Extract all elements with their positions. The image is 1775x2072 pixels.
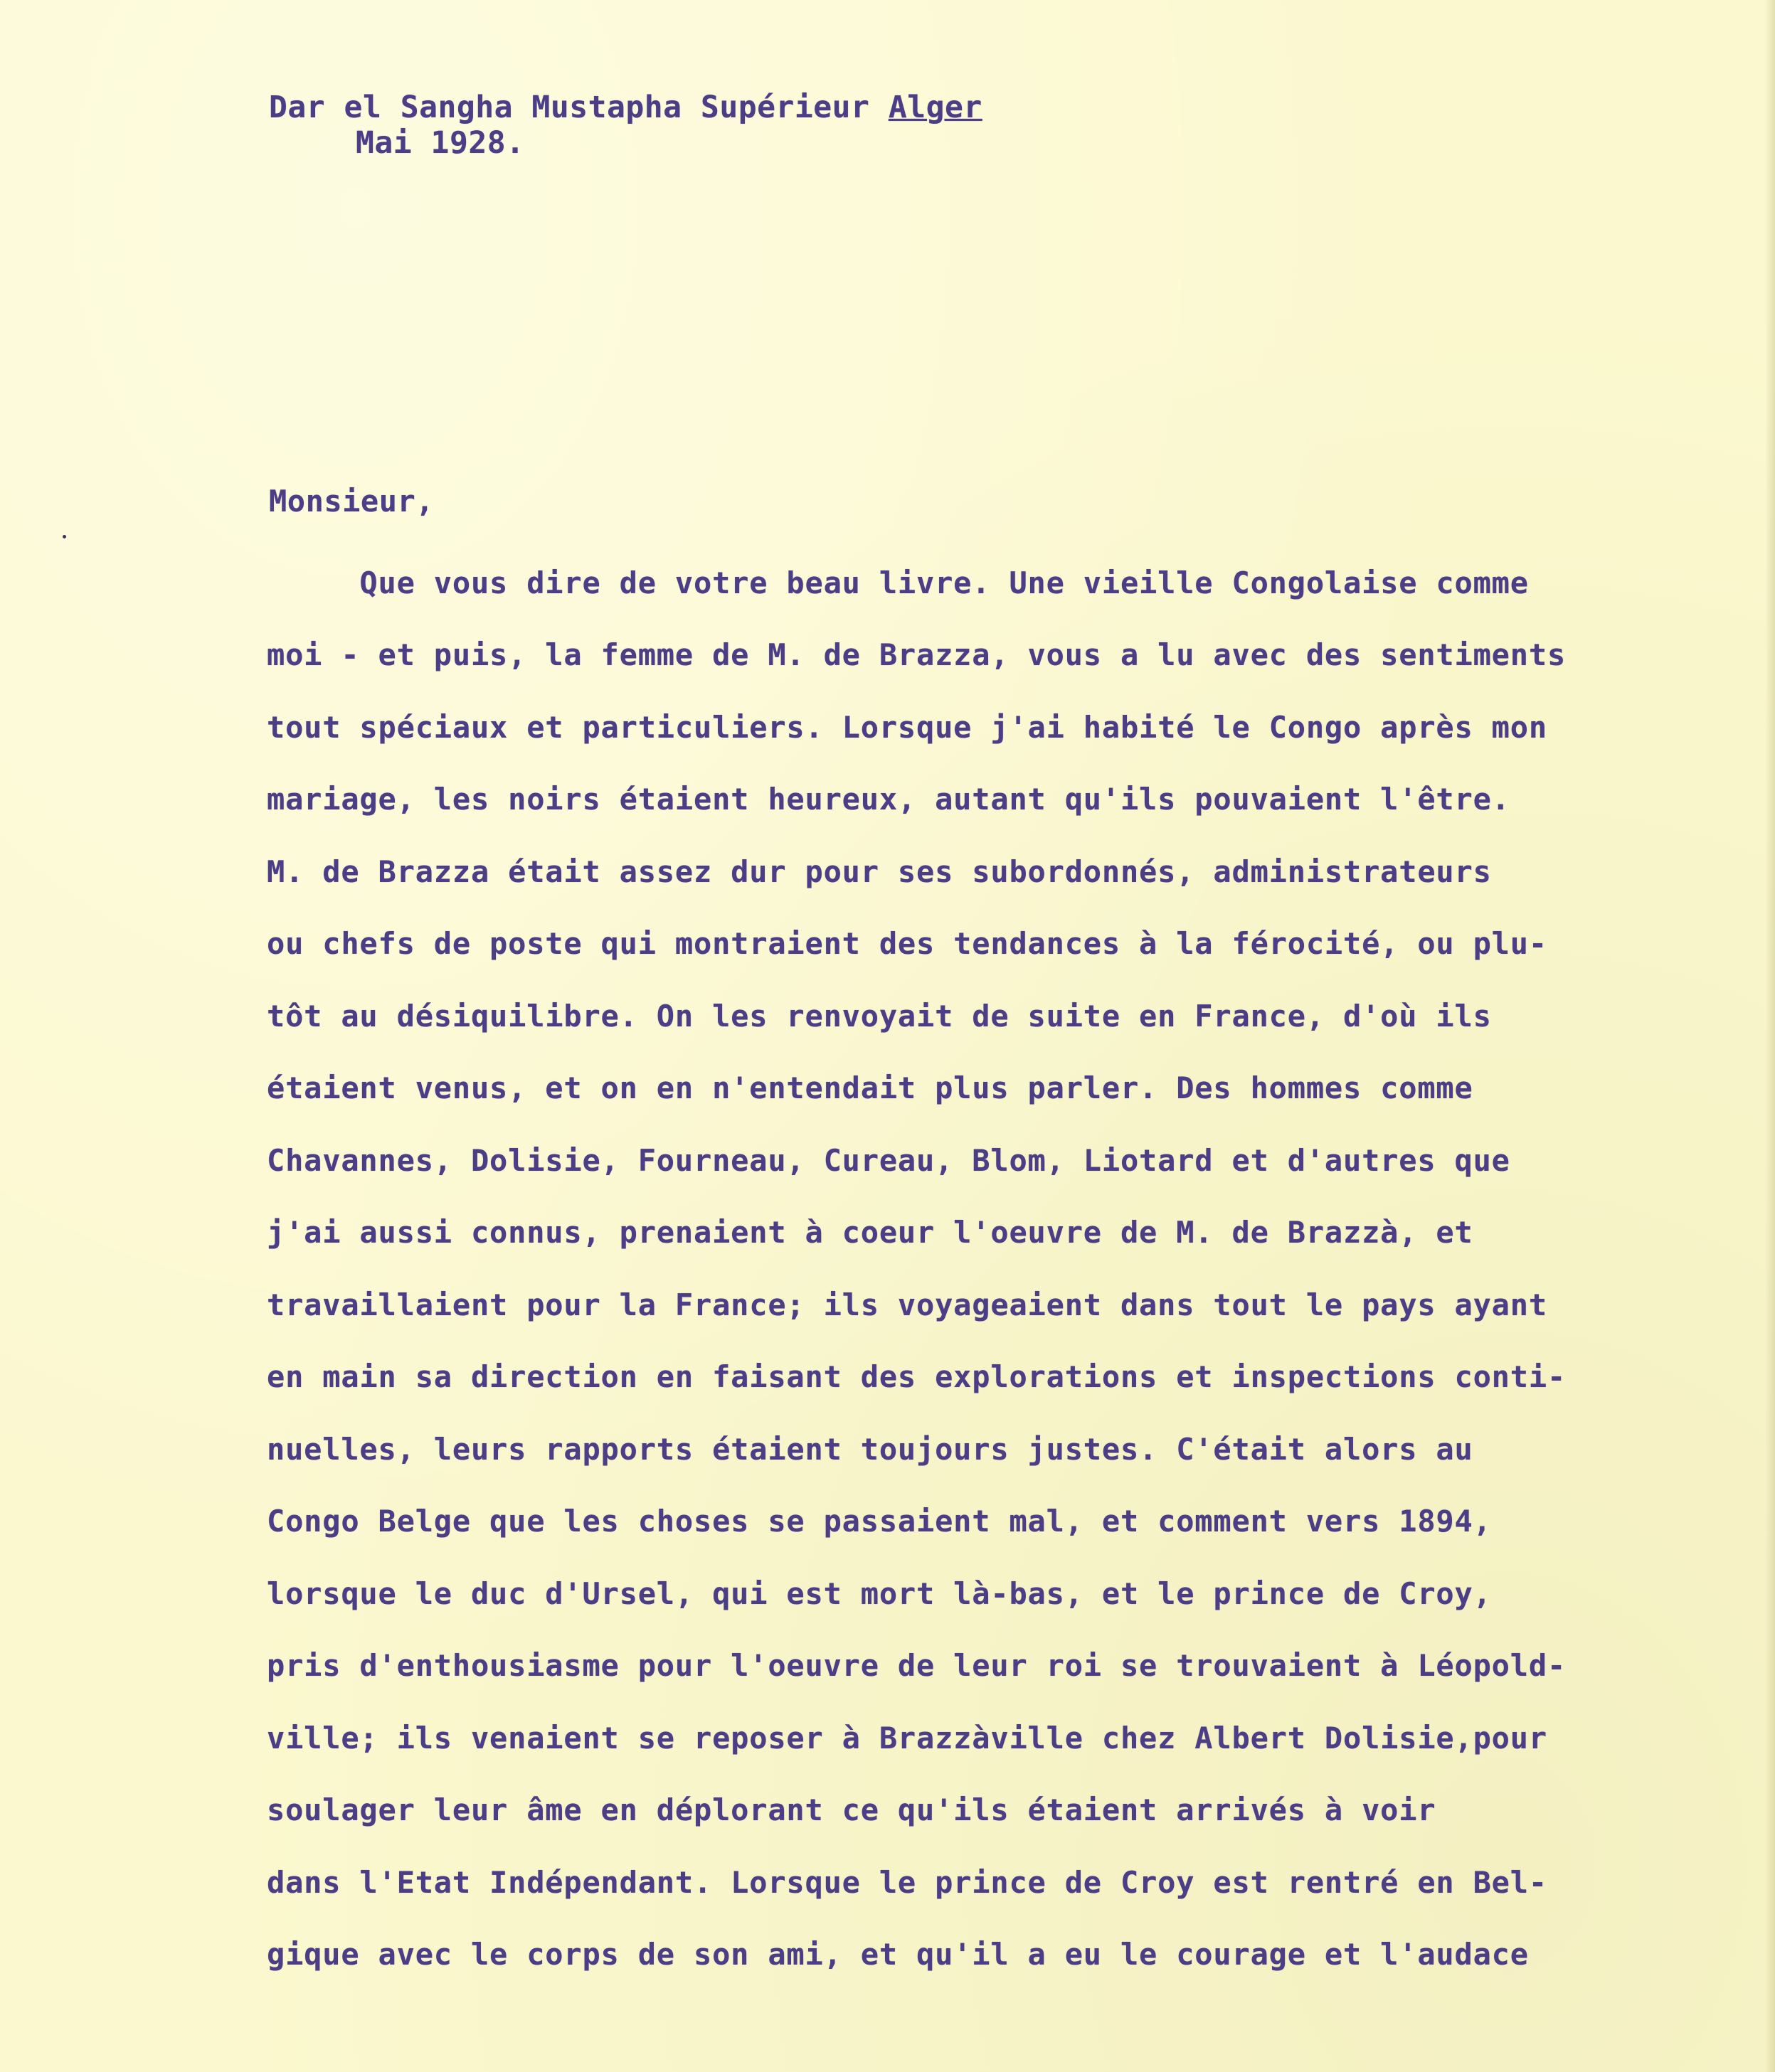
body-line: Congo Belge que les choses se passaient mal, et comment vers 1894, [267, 1504, 1492, 1539]
body-line: lorsque le duc d'Ursel, qui est mort là-bas, et le prince de Croy, [267, 1576, 1492, 1611]
body-line: gique avec le corps de son ami, et qu'il a eu le courage et l'audace [267, 1937, 1529, 1972]
address-line: Dar el Sangha Mustapha Supérieur [269, 90, 870, 125]
body-line: soulager leur âme en déplorant ce qu'ils étaient arrivés à voir [267, 1792, 1436, 1827]
body-line: ville; ils venaient se reposer à Brazzàville chez Albert Dolisie,pour [267, 1721, 1547, 1755]
page-edge-shadow [1765, 0, 1775, 2072]
body-line: tout spéciaux et particuliers. Lorsque j'ai habité le Congo après mon [267, 710, 1547, 745]
body-line: dans l'Etat Indépendant. Lorsque le prince de Croy est rentré en Bel- [267, 1865, 1547, 1900]
body-line: Chavannes, Dolisie, Fourneau, Cureau, Blom, Liotard et d'autres que [267, 1143, 1510, 1178]
ink-speck [63, 535, 66, 538]
body-line: ou chefs de poste qui montraient des tendances à la férocité, ou plu- [267, 926, 1547, 961]
body-line: tôt au désiquilibre. On les renvoyait de suite en France, d'où ils [267, 999, 1492, 1034]
body-line: j'ai aussi connus, prenaient à coeur l'oeuvre de M. de Brazzà, et [267, 1215, 1473, 1250]
address-city: Alger [888, 90, 982, 125]
body-line: en main sa direction en faisant des explorations et inspections conti- [267, 1359, 1567, 1394]
body-line: nuelles, leurs rapports étaient toujours justes. C'était alors au [267, 1432, 1473, 1467]
body-line: pris d'enthousiasme pour l'oeuvre de leur roi se trouvaient à Léopold- [267, 1648, 1567, 1683]
body-line: étaient venus, et on en n'entendait plus parler. Des hommes comme [267, 1070, 1473, 1105]
body-line: Que vous dire de votre beau livre. Une vieille Congolaise comme [267, 565, 1529, 600]
letter-date: Mai 1928. [356, 125, 525, 161]
body-line: mariage, les noirs étaient heureux, autant qu'ils pouvaient l'être. [267, 782, 1510, 817]
body-line: travaillaient pour la France; ils voyageaient dans tout le pays ayant [267, 1287, 1547, 1322]
letter-header-address [269, 90, 982, 125]
body-line: M. de Brazza était assez dur pour ses subordonnés, administrateurs [267, 854, 1492, 889]
body-line: moi - et puis, la femme de M. de Brazza, vous a lu avec des sentiments [267, 637, 1567, 672]
letter-salutation: Monsieur, [269, 484, 435, 519]
